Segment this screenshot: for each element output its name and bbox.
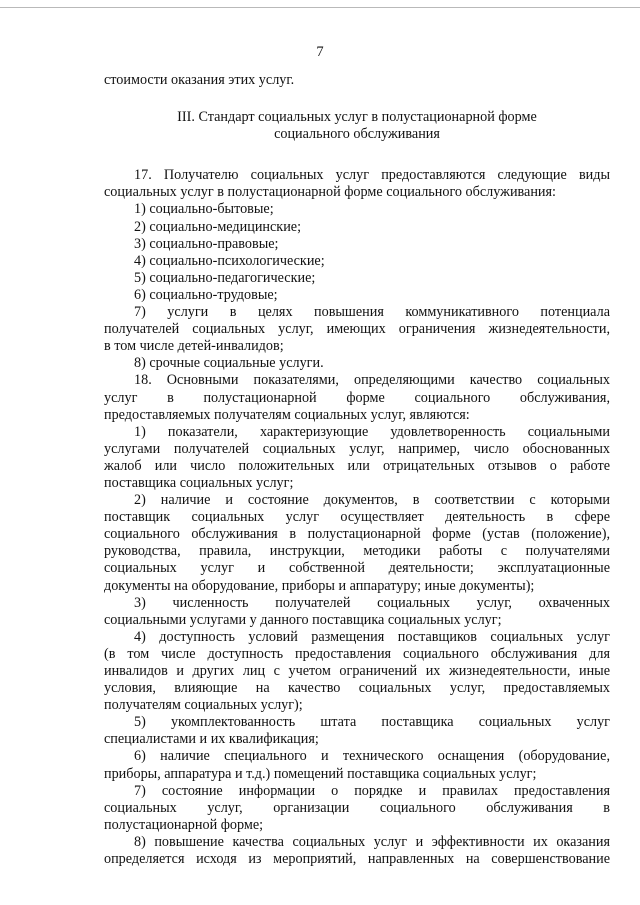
- paragraph-subitem-3: [104, 236, 610, 253]
- text-line: 1) показатели, характеризующие удовлетворенность социальными: [134, 423, 610, 440]
- paragraph-indicator-3: [104, 595, 610, 629]
- paragraph-indicator-5: [104, 714, 610, 748]
- paragraph-subitem-1: [104, 201, 610, 218]
- paragraph-indicator-7: [104, 783, 610, 834]
- text-line: в том числе детей-инвалидов;: [104, 338, 284, 355]
- paragraph-item-17: [104, 167, 610, 201]
- text-line: поставщика социальных услуг;: [104, 474, 294, 491]
- text-line: 1) социально-бытовые;: [134, 201, 274, 218]
- text-line: социальных услуг в полустационарной форме социального обслуживания:: [104, 184, 556, 201]
- text-line: 5) укомплектованность штата поставщика социальных услуг: [134, 714, 610, 731]
- text-line: 2) социально-медицинские;: [134, 218, 302, 235]
- text-line: условия, влияющие на качество социальных услуг, предоставляемых: [104, 680, 610, 697]
- text-line: приборы, аппаратура и т.д.) помещений поставщика социальных услуг;: [104, 765, 537, 782]
- paragraph-subitem-5: [104, 270, 610, 287]
- paragraph-subitem-4: [104, 253, 610, 270]
- text-line: руководства, правила, инструкции, методики работы с получателями: [104, 543, 610, 560]
- paragraph-indicator-4: [104, 629, 610, 714]
- text-line: 7) состояние информации о порядке и правилах предоставления: [134, 782, 610, 799]
- lead-line: стоимости оказания этих услуг.: [104, 72, 295, 88]
- text-line: 6) наличие специального и технического оснащения (оборудование,: [134, 748, 610, 765]
- paragraph-subitem-2: [104, 219, 610, 236]
- text-line: 6) социально-трудовые;: [134, 286, 278, 303]
- paragraph-indicator-2: [104, 492, 610, 595]
- section-heading: [104, 109, 610, 143]
- document-body: [104, 72, 610, 868]
- paragraph-list: [104, 167, 610, 868]
- text-line: 17. Получателю социальных услуг предоставляются следующие виды: [134, 167, 610, 184]
- text-line: 3) численность получателей социальных услуг, охваченных: [134, 594, 610, 611]
- text-line: 7) услуги в целях повышения коммуникативного потенциала: [134, 304, 610, 321]
- text-line: предоставляемых получателям социальных услуг, являются:: [104, 406, 470, 423]
- section-heading-line-1: III. Стандарт социальных услуг в полустационарной форме: [177, 109, 537, 126]
- text-line: социальных услуг и собственной деятельности; эксплуатационные: [104, 560, 610, 577]
- text-line: 5) социально-педагогические;: [134, 269, 316, 286]
- text-line: 2) наличие и состояние документов, в соответствии с которыми: [134, 492, 610, 509]
- paragraph-subitem-7: [104, 304, 610, 355]
- paragraph-subitem-8: [104, 355, 610, 372]
- text-line: 4) социально-психологические;: [134, 252, 325, 269]
- scan-edge-line: [0, 7, 640, 8]
- text-line: полустационарной форме;: [104, 816, 264, 833]
- text-line: специалистами и их квалификация;: [104, 731, 319, 748]
- section-heading-line-2: социального обслуживания: [274, 126, 440, 143]
- text-line: услуг в полустационарной форме социального обслуживания,: [104, 389, 610, 406]
- text-line: получателям социальных услуг);: [104, 697, 303, 714]
- paragraph-subitem-6: [104, 287, 610, 304]
- text-line: 3) социально-правовые;: [134, 235, 279, 252]
- text-line: 8) срочные социальные услуги.: [134, 355, 324, 372]
- text-line: получателей социальных услуг, имеющих ограничения жизнедеятельности,: [104, 321, 610, 338]
- paragraph-indicator-8: [104, 834, 610, 868]
- text-line: 18. Основными показателями, определяющими качество социальных: [134, 372, 610, 389]
- text-line: документы на оборудование, приборы и аппаратуру; иные документы);: [104, 577, 535, 594]
- text-line: социального обслуживания в полустационарной форме (устав (положение),: [104, 526, 610, 543]
- text-line: жалоб или число положительных или отрицательных отзывов о работе: [104, 457, 610, 474]
- text-line: социальными услугами у данного поставщика социальных услуг;: [104, 611, 502, 628]
- text-line: 4) доступность условий размещения поставщиков социальных услуг: [134, 628, 610, 645]
- text-line: социальных услуг, организации социального обслуживания в: [104, 799, 610, 816]
- text-line: поставщик социальных услуг осуществляет деятельность в сфере: [104, 509, 610, 526]
- text-line: (в том числе доступность предоставления социального обслуживания для: [104, 645, 610, 662]
- paragraph-indicator-6: [104, 748, 610, 782]
- text-line: 8) повышение качества социальных услуг и эффективности их оказания: [134, 833, 610, 850]
- paragraph-item-18: [104, 372, 610, 423]
- text-line: инвалидов и других лиц с учетом ограничений их жизнедеятельности, иные: [104, 663, 610, 679]
- text-line: услугами получателей социальных услуг, например, число обоснованных: [104, 440, 610, 457]
- page-number: 7: [316, 44, 324, 60]
- paragraph-indicator-1: [104, 424, 610, 492]
- text-line: определяется исходя из мероприятий, направленных на совершенствование: [104, 851, 610, 868]
